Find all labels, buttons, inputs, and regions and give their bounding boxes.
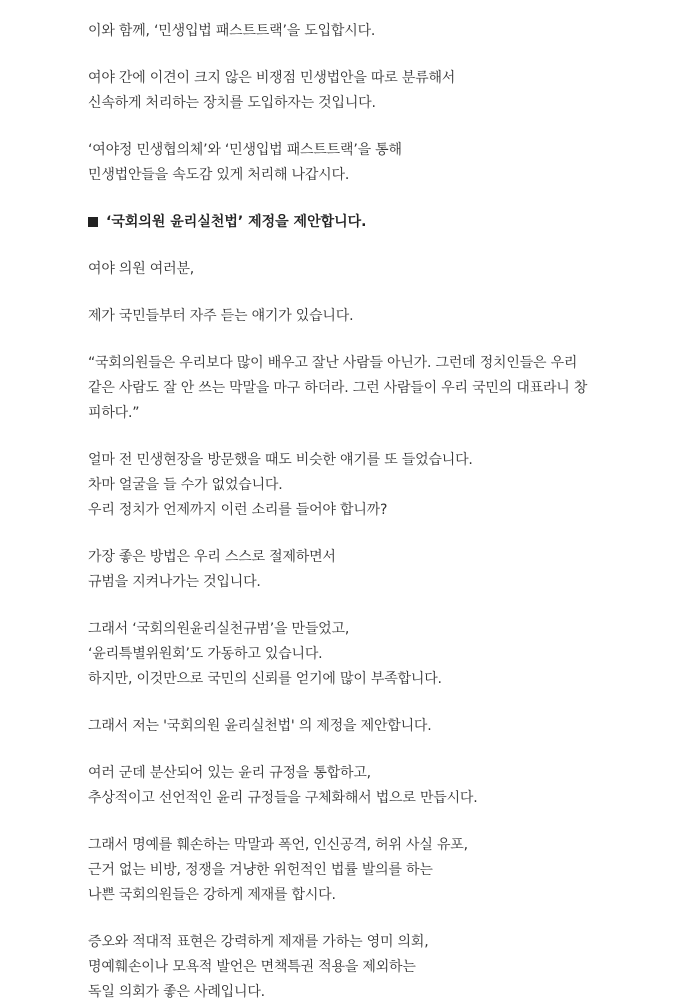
text-line: 여야 의원 여러분,	[88, 261, 195, 277]
text-line: 차마 얼굴을 들 수가 없었습니다.	[88, 477, 283, 493]
paragraph-existing-measures	[88, 617, 680, 692]
section-heading	[88, 210, 680, 235]
text-line: 같은 사람도 잘 안 쓰는 막말을 마구 하더라. 그런 사람들이 우리 국민의 대표라니 창	[88, 380, 588, 396]
paragraph-field-visit	[88, 448, 680, 523]
text-line: 얼마 전 민생현장을 방문했을 때도 비슷한 얘기를 또 들었습니다.	[88, 452, 473, 468]
text-line: 독일 의회가 좋은 사례입니다.	[88, 984, 265, 1000]
paragraph-proposal	[88, 714, 680, 739]
paragraph-fasttrack-conclusion	[88, 138, 680, 188]
text-line: ‘여야정 민생협의체’와 ‘민생입법 패스트트랙’을 통해	[88, 142, 402, 158]
paragraph-fasttrack-intro	[88, 19, 680, 44]
text-line: 근거 없는 비방, 정쟁을 겨냥한 위헌적인 법률 발의를 하는	[88, 862, 433, 878]
black-square-bullet-icon	[88, 217, 98, 227]
paragraph-quote	[88, 351, 680, 426]
paragraph-sanctions	[88, 833, 680, 908]
text-line: 이와 함께, ‘민생입법 패스트트랙’을 도입합시다.	[88, 23, 376, 39]
text-line: 우리 정치가 언제까지 이런 소리를 들어야 합니까?	[88, 502, 388, 518]
paragraph-greeting	[88, 257, 680, 282]
text-line: 피하다.”	[88, 405, 140, 421]
text-line: 하지만, 이것만으로 국민의 신뢰를 얻기에 많이 부족합니다.	[88, 671, 442, 687]
text-line: ‘윤리특별위원회’도 가동하고 있습니다.	[88, 646, 323, 662]
paragraph-fasttrack-explain	[88, 66, 680, 116]
paragraph-public-voice	[88, 304, 680, 329]
text-line: 가장 좋은 방법은 우리 스스로 절제하면서	[88, 549, 336, 565]
text-line: 명예훼손이나 모욕적 발언은 면책특권 적용을 제외하는	[88, 959, 416, 975]
text-line: 그래서 ‘국회의원윤리실천규범’을 만들었고,	[88, 621, 350, 637]
text-line: 신속하게 처리하는 장치를 도입하자는 것입니다.	[88, 95, 376, 111]
text-line: 제가 국민들부터 자주 듣는 얘기가 있습니다.	[88, 308, 354, 324]
text-line: 여러 군데 분산되어 있는 윤리 규정을 통합하고,	[88, 765, 371, 781]
text-line: 증오와 적대적 표현은 강력하게 제재를 가하는 영미 의회,	[88, 934, 429, 950]
paragraph-best-method	[88, 545, 680, 595]
text-line: “국회의원들은 우리보다 많이 배우고 잘난 사람들 아닌가. 그런데 정치인들은 우리	[88, 355, 578, 371]
paragraph-integration	[88, 761, 680, 811]
text-line: 그래서 저는 '국회의원 윤리실천법' 의 제정을 제안합니다.	[88, 718, 432, 734]
text-line: 여야 간에 이견이 크지 않은 비쟁점 민생법안을 따로 분류해서	[88, 70, 456, 86]
text-line: 그래서 명예를 훼손하는 막말과 폭언, 인신공격, 허위 사실 유포,	[88, 837, 468, 853]
paragraph-examples	[88, 930, 680, 1005]
text-line: 규범을 지켜나가는 것입니다.	[88, 574, 261, 590]
text-line: 추상적이고 선언적인 윤리 규정들을 구체화해서 법으로 만듭시다.	[88, 790, 478, 806]
section-heading-text: ‘국회의원 윤리실천법’ 제정을 제안합니다.	[106, 214, 367, 230]
text-line: 나쁜 국회의원들은 강하게 제재를 합시다.	[88, 887, 336, 903]
text-line: 민생법안들을 속도감 있게 처리해 나갑시다.	[88, 167, 350, 183]
